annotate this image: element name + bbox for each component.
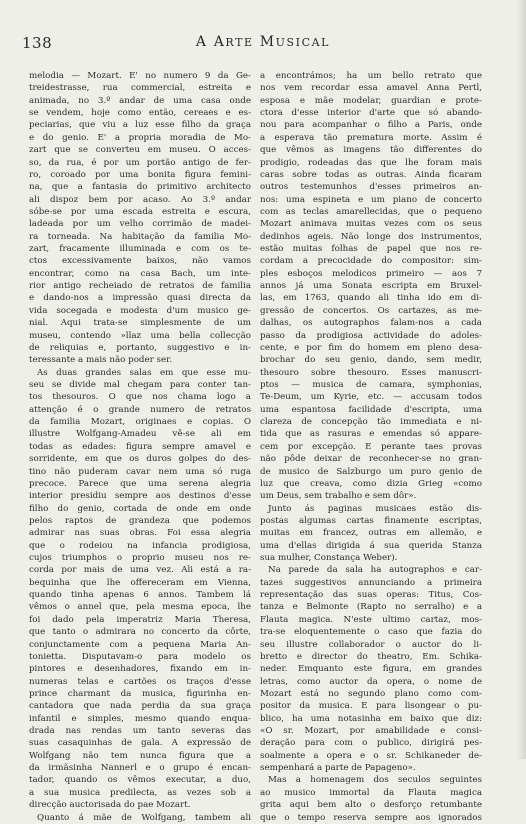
text-line: tonietta. Disputavam-o para modelo os [29, 651, 251, 662]
text-line: ladeada por um velho corrimão de madei- [29, 219, 251, 230]
page-edge-shadow [516, 0, 526, 759]
text-line: nial. Aqui trata-se simplesmente de um [29, 318, 251, 329]
text-line: tanza e Belmonte (Rapto no serralho) e a [260, 602, 482, 613]
text-line: postas algumas cartas finamente escriptas, [260, 515, 482, 526]
text-line: peciarias, que viu a luz esse filho da graça [29, 120, 251, 131]
text-line: pintores e desenhadores, fixando em in- [29, 664, 251, 675]
text-line: pelos raptos de grandeza que podemos [29, 515, 251, 526]
text-line: seu se divide mal chegam para conter tan- [29, 379, 251, 390]
text-line: de reliquias e, portanto, suggestivo e in- [29, 342, 251, 353]
text-line: zart que se converteu em museu. O acces- [29, 145, 251, 156]
text-line: com as teclas amarellecidas, que o pequeno [260, 206, 482, 217]
text-line: estão muitas folhas de papel que nos re- [260, 244, 482, 255]
text-line: sempenhará a parte de Papageno». [260, 763, 416, 774]
text-line: neder. Emquanto este figura, em grandes [260, 664, 482, 675]
text-line: cordam a precocidade do compositor: sim- [260, 256, 482, 267]
text-line: não pôde deixar de reconhecer-se no gran- [260, 454, 482, 465]
text-line: tida que as rasuras e emendas só appare- [260, 429, 482, 440]
text-line: tos thesouros. O que nos chama logo a [29, 392, 251, 403]
text-line: attenção é o grande numero de retratos [29, 404, 251, 415]
text-line: se vendem, hoje como então, cereaes e es- [29, 108, 251, 119]
text-line: ao musico immortal da Flauta magica [260, 787, 482, 798]
text-line: treidestrasse, rua commercial, estreita e [29, 83, 251, 94]
text-line: melodia — Mozart. E' no numero 9 da Ge- [29, 71, 251, 81]
text-line: Quanto á mãe de Wolfgang, tambem ali [37, 812, 251, 823]
text-line: sua mulher, Constança Weber). [260, 553, 398, 564]
text-line: seu illustre collaborador o auctor do li- [260, 639, 482, 650]
text-line: bequinha que lhe offereceram em Vienna, [29, 577, 251, 588]
text-line: a sua musica predilecta, as vezes sob a [29, 787, 251, 798]
text-line: grita aqui bem alto o desforço retumbante [260, 800, 482, 811]
text-line: sorridente, em que os duros golpes do des- [29, 454, 251, 465]
page-header [22, 34, 504, 54]
text-line: soalmente a opera e o sr. Schikaneder de- [260, 750, 482, 761]
text-line: muitas em francez, outras em allemão, e [260, 528, 482, 539]
text-line: suas casaquinhas de gala. A expressão de [29, 738, 251, 749]
text-line: dalhas, os autographos falam-nos a cada [260, 318, 482, 329]
text-line: numeras telas e cartões os traços d'esse [29, 676, 251, 687]
text-line: ples esboços melodicos primeiro — aos 7 [260, 268, 482, 279]
text-line: vêmos o annel que, pela mesma epoca, lhe [29, 602, 251, 613]
text-line: brochar do seu genio, dando, sem medir, [260, 355, 482, 366]
text-line: nou para acompanhar o filho a Paris, onde [260, 120, 482, 131]
text-line: tador, quando os vêmos executar, a duo, [29, 775, 251, 786]
text-line: quando tinha apenas 6 annos. Tambem lá [29, 590, 251, 601]
text-line: ctos excessivamente baixos, não vamos [29, 256, 251, 267]
text-line: annos já uma Sonata escripta em Bruxel- [260, 281, 482, 292]
text-line: que vêmos as imagens tão differentes do [260, 145, 482, 156]
text-line: ra torneada. Na habitação da familia Mo- [29, 231, 251, 242]
text-line: uma espantosa facilidade d'escripta, uma [260, 404, 482, 415]
text-line: a esperava tão prematura morte. Assim é [260, 132, 482, 143]
text-line: Te-Deum, um Kyrie, etc. — accusam todos [260, 392, 482, 403]
page-number: 138 [22, 34, 53, 52]
text-line: e do genio. E' a propria moradia de Mo- [29, 132, 251, 143]
text-line: nos: uma espineta e um piano de concerto [260, 194, 482, 205]
text-line: teressante a mais não poder ser. [29, 355, 173, 366]
text-line: dedinhos ageis. Não longe dos instrumentos, [260, 231, 482, 242]
running-title: A ARTE MUSICAL [195, 34, 331, 50]
text-line: infantil e simples, mesmo quando enqua- [29, 713, 251, 724]
text-line: letras, como auctor da opera, o nome de [260, 676, 482, 687]
text-line: Wolfgang não tem nunca figura que a [29, 750, 251, 761]
text-line: que tanto o admirara no concerto da côrte, [29, 627, 251, 638]
text-line: nos vem recordar essa amavel Anna Pertl, [260, 83, 482, 94]
text-line: caras sobre todas as outras. Ainda ficaram [260, 169, 482, 180]
text-line: ptos — musica de camara, symphonias, [260, 379, 482, 390]
text-line: filho do genio, cortada de onde em onde [29, 503, 251, 514]
text-line: outros testemunhos d'esses primeiros an- [260, 182, 482, 193]
text-line: representação das suas operas: Titus, Cos- [260, 590, 482, 601]
text-line: precoce. Parece que uma serena alegria [29, 478, 251, 489]
text-line: gressão de concertos. Os cartazes, as me- [260, 305, 482, 316]
text-line: Mozart animava muitas vezes com os seus [260, 219, 482, 230]
text-line: Mas a homenagem dos seculos seguintes [268, 775, 482, 786]
text-line: drada nas rendas um tanto severas das [29, 726, 251, 737]
text-line: tino não puderam cavar nem uma só ruga [29, 466, 251, 477]
text-line: zart, fracamente illuminada e com os te- [29, 244, 251, 255]
text-line: que o rodeiou na infancia prodigiosa, [29, 540, 251, 551]
text-line: Na parede da sala ha autographos e car- [268, 565, 482, 576]
text-line: e dando-nos a impressão quasi directa da [29, 293, 251, 304]
text-line: prince charmant da musica, figurinha en- [29, 688, 251, 699]
text-line: blico, ha uma notasinha em baixo que diz: [260, 713, 482, 724]
text-line: animada, no 3.º andar de uma casa onde [29, 95, 251, 106]
text-line: na, que a fantasia do primitivo architecto [29, 182, 251, 193]
text-line: passo da prodigiosa actividade do adoles- [260, 330, 482, 341]
text-line: ctora d'esse interior d'arte que só abando- [260, 108, 482, 119]
text-line: las, em 1763, quando ali tinha ido em di- [260, 293, 482, 304]
text-line: foi dado pela imperatriz Maria Theresa, [29, 614, 251, 625]
text-line: positor da musica. E para lisongear o pu- [260, 701, 482, 712]
text-line: prodigio, rodeadas das que lhe foram mais [260, 157, 482, 168]
left-column [29, 70, 251, 823]
text-line: de musico de Salzburgo um puro genio de [260, 466, 482, 477]
text-line: admirar nas suas obras. Foi essa alegria [29, 528, 251, 539]
text-line: Junto ás paginas musicaes estão dis- [268, 503, 482, 514]
text-line: esposa e mãe modelar, guardian e prote- [260, 95, 482, 106]
text-line: bretto e director do theatro, Em. Schika- [260, 651, 482, 662]
text-line: um Deus, sem trabalho e sem dôr». [260, 491, 417, 502]
text-line: conjunctamente com a pequena Maria An- [29, 639, 251, 650]
text-line: deração para com o publico, dirigirá pes- [260, 738, 482, 749]
text-line: ro, coroado por uma bonita figura femini- [29, 169, 251, 180]
text-line: interior presidiu sempre aos destinos d'esse [29, 491, 251, 502]
text-line: cente, e por fim do homem em pleno desa- [260, 342, 482, 353]
text-line: a encontrámos; ha um bello retrato que [260, 71, 482, 81]
text-line: que o tempo reserva sempre aos ignorados [260, 812, 482, 823]
text-line: tazes suggestivos annunciando a primeira [260, 577, 482, 588]
text-line: Flauta magica. N'este ultimo cartaz, mos- [260, 614, 482, 625]
right-column [260, 70, 482, 823]
text-line: cem por excepção. E perante taes provas [260, 441, 482, 452]
text-line: todas as edades: figura sempre amavel e [29, 441, 251, 452]
text-line: da irmãsinha Nannerl e o grupo é encan- [29, 763, 251, 774]
text-line: cantadora que nada perdia da sua graça [29, 701, 251, 712]
text-line: vida socegada e modesta d'um musico ge- [29, 305, 251, 316]
text-line: thesouro sobre thesouro. Esses manuscri- [260, 367, 482, 378]
text-line: corda por mais de uma vez. Ali está a ra- [29, 565, 251, 576]
text-line: cujos triumphos o proprio museu nos re- [29, 553, 251, 564]
text-line: As duas grandes salas em que esse mu- [37, 367, 251, 378]
text-line: museu, contendo »llaz uma bella collecção [29, 330, 251, 341]
text-line: ali dispoz bem por acaso. Ao 3.º andar [29, 194, 251, 205]
text-line: encontrar, como na casa Bach, um inte- [29, 268, 251, 279]
text-line: so, da rua, é por um portão antigo de fer- [29, 157, 251, 168]
text-line: da familia Mozart, originaes e copias. O [29, 417, 251, 428]
text-line: tra-se eloquentemente o caso que fazia do [260, 627, 482, 638]
text-line: sóbe-se por uma escada estreita e escura, [29, 206, 251, 217]
text-line: clareza de concepção tão immediata e ni- [260, 417, 482, 428]
text-line: illustre Wolfgang-Amadeu vê-se ali em [29, 429, 251, 440]
text-line: uma d'ellas dirigida á sua querida Stanza [260, 540, 482, 551]
text-line: «O sr. Mozart, por amabilidade e consi- [260, 726, 482, 737]
text-line: Mozart está no segundo plano como com- [260, 688, 482, 699]
text-line: luz que creava, como dizia Grieg «como [260, 478, 482, 489]
text-line: direcção auctorisada do pae Mozart. [29, 800, 191, 811]
text-line: rior antigo recheiado de retratos de familia [29, 281, 251, 292]
